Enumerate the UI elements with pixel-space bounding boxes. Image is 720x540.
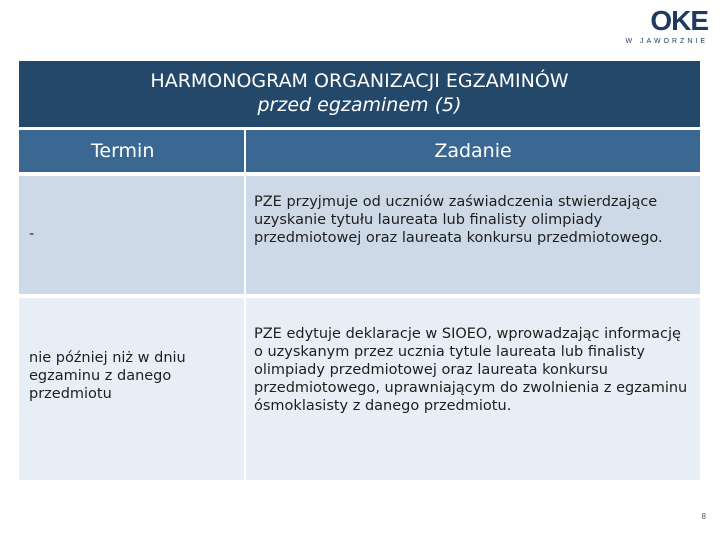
logo-mark: OKE — [650, 5, 708, 36]
termin-text: - — [29, 226, 35, 242]
termin-text: nie później niż w dniu egzaminu z danego przedmiotu — [29, 350, 186, 402]
table-cell-termin — [19, 298, 244, 480]
header-termin — [19, 130, 244, 172]
zadanie-text: PZE edytuje deklaracje w SIOEO, wprowadzając informację o uzyskanym przez ucznia tytule laureata lub finalisty olimpiady przedmiotowej oraz laureata konkursu przedmiotowego, uprawniającym do zwolnienia z egzaminu ósmoklasisty z danego przedmiotu. — [254, 326, 688, 414]
page-number: 8 — [701, 512, 706, 521]
table-cell-zadanie — [246, 298, 700, 480]
oke-logo — [618, 5, 708, 48]
logo-subtitle: W JAWORZNIE — [625, 38, 708, 45]
header-termin-label: Termin — [91, 140, 155, 162]
table-cell-zadanie — [246, 176, 700, 294]
page-title: HARMONOGRAM ORGANIZACJI EGZAMINÓW — [150, 70, 569, 92]
table-cell-termin — [19, 176, 244, 294]
header-zadanie-label: Zadanie — [434, 140, 512, 162]
title-banner — [19, 61, 700, 127]
zadanie-text: PZE przyjmuje od uczniów zaświadczenia stwierdzające uzyskanie tytułu laureata lub finalisty olimpiady przedmiotowej oraz laureata konkursu przedmiotowego. — [254, 194, 663, 246]
header-zadanie — [246, 130, 700, 172]
page-subtitle: przed egzaminem (5) — [257, 94, 462, 116]
